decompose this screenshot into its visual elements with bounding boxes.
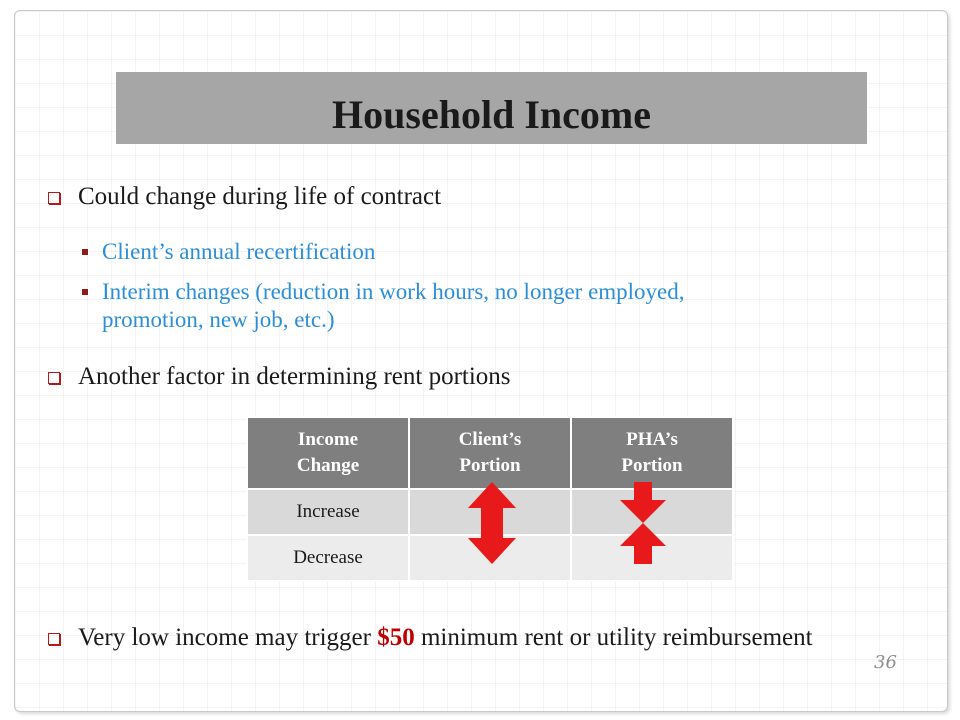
header-clients-portion xyxy=(409,417,571,489)
title-bar xyxy=(116,72,867,144)
rent-portion-table xyxy=(246,416,734,582)
checkbox-bullet-icon xyxy=(48,192,60,204)
sub-bullet-interim-changes xyxy=(82,278,685,334)
sub-bullet-line-2: promotion, new job, etc.) xyxy=(102,307,335,332)
slide-title: Household Income xyxy=(332,91,651,137)
sub-bullet-recertification xyxy=(82,238,375,266)
square-bullet-icon xyxy=(82,289,88,295)
header-phas-portion xyxy=(571,417,733,489)
client-cell xyxy=(409,535,571,581)
bullet-minimum-rent xyxy=(48,624,813,652)
sub-bullet-text: Client’s annual recertification xyxy=(102,239,376,264)
page-number: 36 xyxy=(874,652,897,673)
checkbox-bullet-icon xyxy=(48,633,60,645)
square-bullet-icon xyxy=(82,249,88,255)
sub-bullet-line-1: Interim changes (reduction in work hours, no longer employed, xyxy=(102,279,685,304)
bullet-rent-factor xyxy=(48,363,511,391)
table-row xyxy=(247,535,733,581)
table-header-row xyxy=(247,417,733,489)
header-line: Client’s xyxy=(458,429,522,450)
row-label-increase: Increase xyxy=(247,489,409,535)
bullet-text: Another factor in determining rent portions xyxy=(78,363,511,390)
header-line: Income xyxy=(297,429,359,450)
bullet-text: Could change during life of contract xyxy=(78,183,442,210)
header-line: Portion xyxy=(621,455,683,476)
checkbox-bullet-icon xyxy=(48,372,60,384)
row-label-decrease: Decrease xyxy=(247,535,409,581)
pha-cell xyxy=(571,489,733,535)
bullet-contract-change xyxy=(48,183,441,211)
client-cell xyxy=(409,489,571,535)
text-after: minimum rent or utility reimbursement xyxy=(414,624,813,651)
sub-bullet-text xyxy=(102,278,685,334)
header-line: Change xyxy=(296,455,360,476)
pha-cell xyxy=(571,535,733,581)
minimum-rent-amount: $50 xyxy=(377,624,415,651)
header-line: Portion xyxy=(459,455,521,476)
header-line: PHA’s xyxy=(626,429,678,450)
table-row xyxy=(247,489,733,535)
header-income-change xyxy=(247,417,409,489)
text-before: Very low income may trigger xyxy=(78,624,378,651)
bullet-text xyxy=(78,624,813,652)
